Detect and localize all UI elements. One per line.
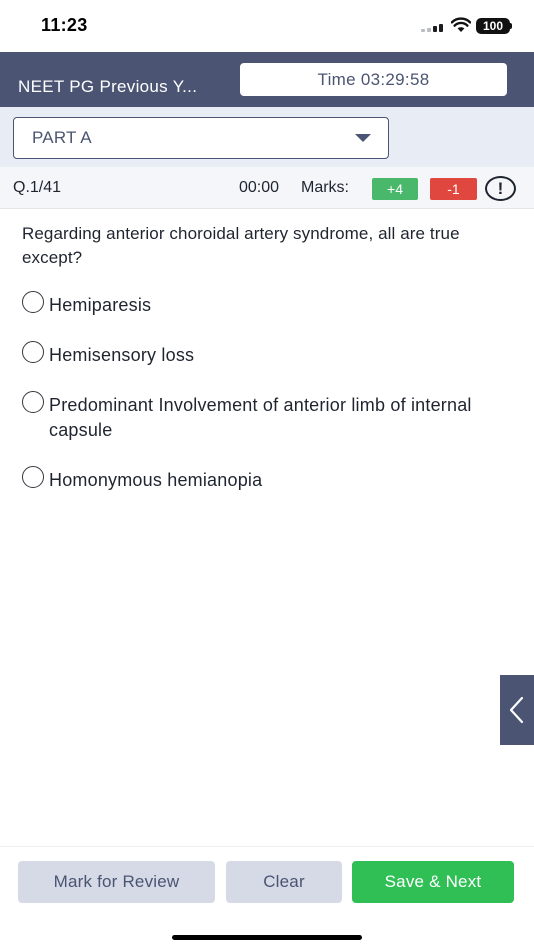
caret-down-icon: [355, 134, 371, 142]
save-and-next-button[interactable]: Save & Next: [352, 861, 514, 903]
radio-button-icon[interactable]: [22, 391, 44, 413]
radio-button-icon[interactable]: [22, 291, 44, 313]
chevron-left-icon: [500, 675, 534, 745]
radio-button-icon[interactable]: [22, 466, 44, 488]
exam-timer: Time 03:29:58: [240, 63, 507, 96]
home-indicator: [172, 935, 362, 940]
footer-toolbar: [0, 846, 534, 950]
status-time: 11:23: [41, 15, 88, 35]
negative-marks-badge: -1: [430, 178, 477, 200]
marks-label: Marks:: [301, 179, 349, 196]
status-bar: [0, 0, 534, 52]
question-info-bar: [0, 167, 534, 209]
clear-button[interactable]: Clear: [226, 861, 342, 903]
battery-icon: 100: [476, 18, 510, 34]
option-label: Hemiparesis: [49, 295, 152, 315]
section-dropdown-label: PART A: [32, 128, 92, 147]
option-label: Hemisensory loss: [49, 345, 195, 365]
question-text: Regarding anterior choroidal artery syndrome, all are true except?: [22, 224, 460, 267]
question-elapsed-time: 00:00: [239, 179, 280, 196]
option-label: Homonymous hemianopia: [49, 470, 263, 490]
question-palette-toggle[interactable]: [500, 675, 534, 745]
page-title: NEET PG Previous Y...: [18, 77, 198, 96]
positive-marks-badge: +4: [372, 178, 418, 200]
section-bar: [0, 107, 534, 167]
cellular-signal-icon: [421, 24, 445, 32]
app-header: [0, 52, 534, 107]
question-number: Q.1/41: [13, 179, 62, 196]
battery-tip: [510, 23, 512, 29]
mark-for-review-button[interactable]: Mark for Review: [18, 861, 215, 903]
radio-button-icon[interactable]: [22, 341, 44, 363]
wifi-icon: [451, 17, 471, 33]
report-issue-icon[interactable]: !: [485, 176, 516, 201]
section-dropdown[interactable]: [13, 117, 389, 159]
option-label: Predominant Involvement of anterior limb of internal capsule: [49, 395, 472, 440]
